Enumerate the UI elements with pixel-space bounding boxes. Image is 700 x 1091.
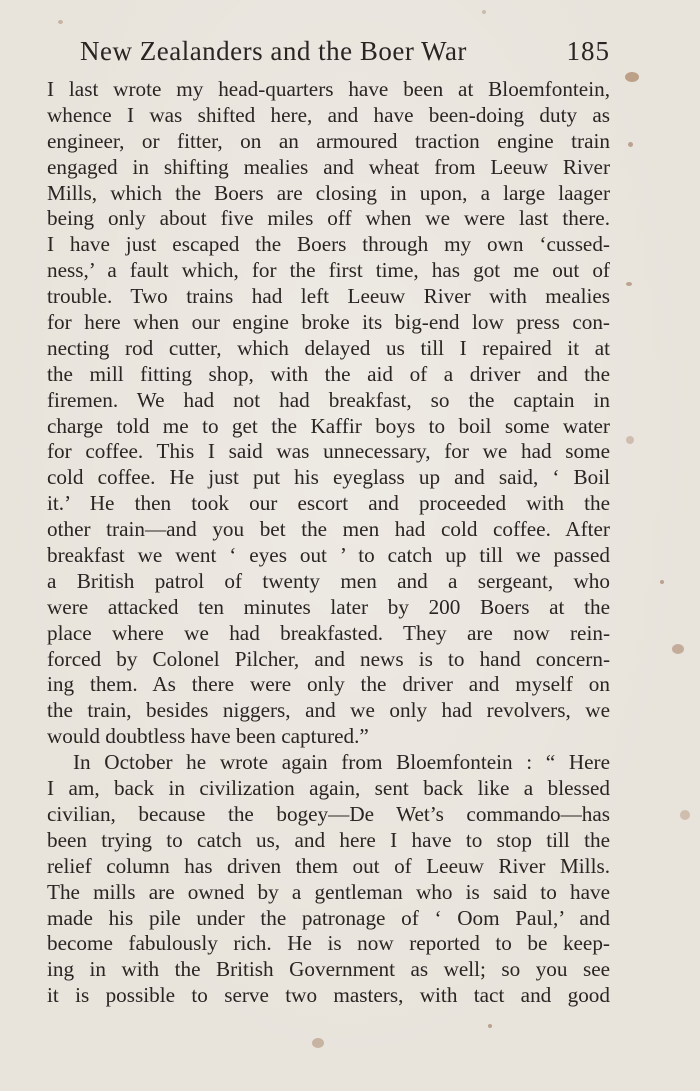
paragraph-end-line: would doubtless have been captured.” [47,724,369,749]
text-line: made his pile under the patronage of ‘ Oom Paul,’ and [47,905,610,930]
paper-speck [312,1038,324,1048]
page-header [80,36,610,70]
text-line: engineer, or fitter, on an armoured traction engine train [47,128,610,153]
paper-speck [680,810,690,820]
text-line: whence I was shifted here, and have been-doing duty as [47,102,610,127]
paper-speck [626,436,634,444]
paper-speck [488,1024,492,1028]
text-line: other train—and you bet the men had cold coffee. After [47,517,610,542]
paper-speck [672,644,684,654]
paper-speck [625,72,639,82]
text-line: breakfast we went ‘ eyes out ’ to catch up till we passed [47,543,610,568]
text-line: The mills are owned by a gentleman who is said to have [47,879,610,904]
text-line: forced by Colonel Pilcher, and news is to hand concern- [47,646,610,671]
running-title: New Zealanders and the Boer War [80,36,467,66]
text-line: were attacked ten minutes later by 200 Boers at the [47,594,610,619]
text-line: cold coffee. He just put his eyeglass up and said, ‘ Boil [47,465,610,490]
text-line: for coffee. This I said was unnecessary, for we had some [47,439,610,464]
text-line: for here when our engine broke its big-end low press con- [47,310,610,335]
body-text [47,77,610,1009]
text-line: it.’ He then took our escort and proceeded with the [47,491,610,516]
page-number: 185 [566,36,610,66]
paper-speck [626,282,632,286]
text-line: place where we had breakfasted. They are now rein- [47,620,610,645]
text-line: I last wrote my head-quarters have been at Bloemfontein, [47,77,610,101]
paper-speck [58,20,63,24]
text-line: it is possible to serve two masters, with tact and good [47,983,610,1008]
text-line: been trying to catch us, and here I have to stop till the [47,827,610,852]
text-line: engaged in shifting mealies and wheat from Leeuw River [47,154,610,179]
text-line: civilian, because the bogey—De Wet’s commando—has [47,801,610,826]
text-line: I am, back in civilization again, sent back like a blessed [47,776,610,801]
text-line: charge told me to get the Kaffir boys to boil some water [47,413,610,438]
text-line: ness,’ a fault which, for the first time, has got me out of [47,258,610,283]
text-line: trouble. Two trains had left Leeuw River with mealies [47,284,610,309]
text-line: necting rod cutter, which delayed us till I repaired it at [47,335,610,360]
text-line: the train, besides niggers, and we only had revolvers, we [47,698,610,723]
paper-speck [628,142,633,147]
paper-speck [482,10,486,14]
text-line: the mill fitting shop, with the aid of a driver and the [47,361,610,386]
paragraph-start-line: In October he wrote again from Bloemfontein : “ Here [73,750,610,775]
text-line: relief column has driven them out of Leeuw River Mills. [47,853,610,878]
text-line: Mills, which the Boers are closing in upon, a large laager [47,180,610,205]
text-line: ing in with the British Government as well; so you see [47,957,610,982]
text-line: a British patrol of twenty men and a sergeant, who [47,568,610,593]
text-line: ing them. As there were only the driver and myself on [47,672,610,697]
text-line: firemen. We had not had breakfast, so the captain in [47,387,610,412]
text-line: become fabulously rich. He is now reported to be keep- [47,931,610,956]
paper-speck [660,580,664,584]
text-line: I have just escaped the Boers through my own ‘cussed- [47,232,610,257]
text-line: being only about five miles off when we were last there. [47,206,610,231]
